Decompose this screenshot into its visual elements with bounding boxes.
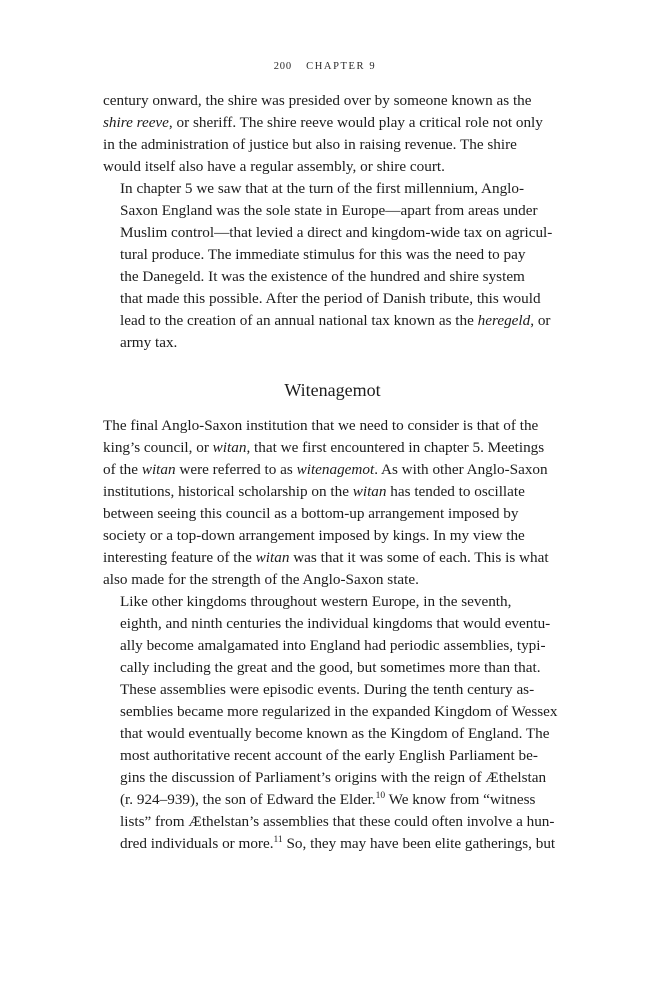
page-number: 200 <box>273 61 292 72</box>
text-line: (r. 924–939), the son of Edward the Elder.$^{10}$ We know from “witness <box>120 790 536 808</box>
text-line: cally including the great and the good, but sometimes more than that. <box>120 659 541 676</box>
text-line: army tax. <box>120 334 178 351</box>
text-line: lists” from Æthelstan’s assemblies that these could often involve a hun- <box>120 813 555 830</box>
paragraph-1 <box>103 90 562 178</box>
text-line: Like other kingdoms throughout western Europe, in the seventh, <box>120 593 512 610</box>
text-line: eighth, and ninth centuries the individual kingdoms that would eventu- <box>120 615 551 632</box>
body-text <box>103 90 562 855</box>
text-line: interesting feature of the witan was that it was some of each. This is what <box>103 549 549 566</box>
text-line: These assemblies were episodic events. During the tenth century as- <box>120 681 535 698</box>
text-line: shire reeve, or sheriff. The shire reeve would play a critical role not only <box>103 114 543 131</box>
term-witan: witan <box>212 439 247 456</box>
footnote-marker-11[interactable]: 11 <box>273 834 283 845</box>
chapter-label: CHAPTER 9 <box>306 61 377 72</box>
text-line: Muslim control—that levied a direct and kingdom-wide tax on agricul- <box>120 224 553 241</box>
text-line: In chapter 5 we saw that at the turn of the first millennium, Anglo- <box>120 180 525 197</box>
term-witenagemot: witenagemot <box>296 461 375 478</box>
paragraph-2 <box>103 178 562 354</box>
text-line: Saxon England was the sole state in Europe—apart from areas under <box>120 202 538 219</box>
text-line: lead to the creation of an annual national tax known as the heregeld, or <box>120 312 551 329</box>
term-heregeld: heregeld <box>477 312 531 329</box>
text-line: would itself also have a regular assembly, or shire court. <box>103 158 445 175</box>
text-line: institutions, historical scholarship on the witan has tended to oscillate <box>103 483 525 500</box>
text-line: in the administration of justice but also in raising revenue. The shire <box>103 136 517 153</box>
text-line: ally become amalgamated into England had periodic assemblies, typi- <box>120 637 546 654</box>
term-witan: witan <box>352 483 387 500</box>
paragraph-4 <box>103 591 562 855</box>
text-line: that made this possible. After the period of Danish tribute, this would <box>120 290 541 307</box>
text-line: the Danegeld. It was the existence of the hundred and shire system <box>120 268 525 285</box>
text-line: semblies became more regularized in the expanded Kingdom of Wessex <box>120 703 558 720</box>
term-witan: witan <box>255 549 290 566</box>
text-line: also made for the strength of the Anglo-Saxon state. <box>103 571 419 588</box>
text-line: of the witan were referred to as witenagemot. As with other Anglo-Saxon <box>103 461 548 478</box>
term-shire-reeve: shire reeve <box>103 114 169 131</box>
term-witan: witan <box>141 461 176 478</box>
text-line: century onward, the shire was presided over by someone known as the <box>103 92 532 109</box>
text-line: that would eventually become known as the Kingdom of England. The <box>120 725 550 742</box>
footnote-marker-10[interactable]: 10 <box>375 790 386 801</box>
text-line: dred individuals or more.$^{11}$ So, they may have been elite gatherings, but <box>120 834 556 852</box>
paragraph-3 <box>103 415 562 591</box>
text-line: society or a top-down arrangement imposed by kings. In my view the <box>103 527 525 544</box>
text-line: between seeing this council as a bottom-up arrangement imposed by <box>103 505 519 522</box>
text-line: most authoritative recent account of the early English Parliament be- <box>120 747 538 764</box>
text-line: king’s council, or witan, that we first encountered in chapter 5. Meetings <box>103 439 545 456</box>
text-line: gins the discussion of Parliament’s origins with the reign of Æthelstan <box>120 769 547 786</box>
text-line: tural produce. The immediate stimulus for this was the need to pay <box>120 246 526 263</box>
running-head <box>0 61 650 72</box>
text-line: The final Anglo-Saxon institution that we need to consider is that of the <box>103 417 539 434</box>
section-heading: Witenagemot <box>284 380 381 400</box>
